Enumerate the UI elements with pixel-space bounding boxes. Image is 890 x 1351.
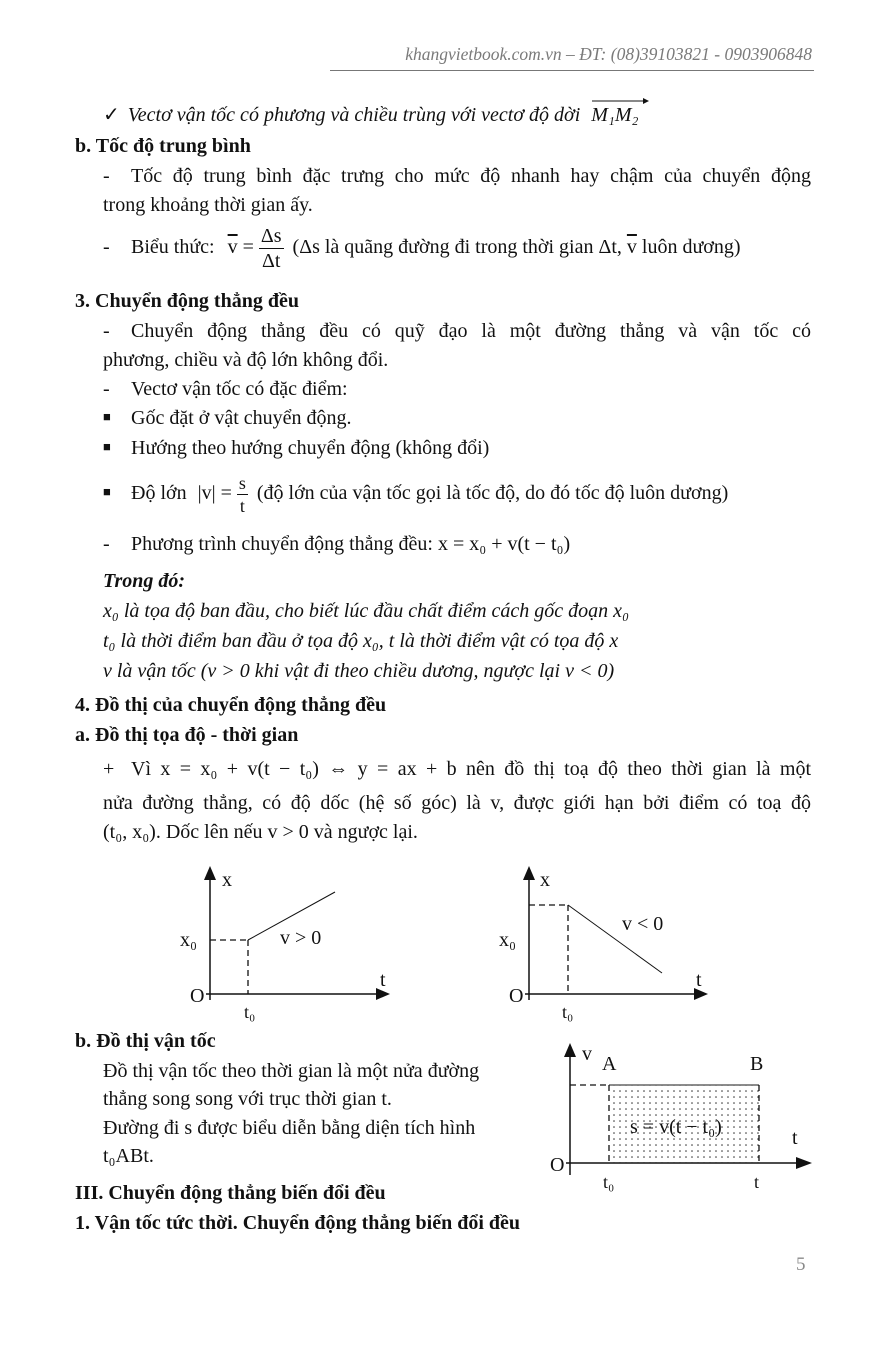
svg-text:s = v(t − t₀): s = v(t − t₀) — [630, 1116, 722, 1138]
heading-uniform-motion: 3. Chuyển động thẳng đều — [75, 290, 299, 312]
svg-text:v: v — [582, 1043, 592, 1065]
vector-m1m2: M₁M₂ — [591, 104, 638, 127]
page-header: khangvietbook.com.vn – ĐT: (08)39103821 - 0903906848 — [405, 44, 812, 64]
check-item — [103, 102, 638, 127]
vector-arrow-icon — [591, 96, 649, 106]
svg-text:O: O — [509, 985, 524, 1007]
bullet-item: ■ Gốc đặt ở vật chuyển động. — [103, 407, 352, 429]
paragraph-position-time-3: (t₀, x₀). Dốc lên nếu v > 0 và ngược lại. — [103, 821, 418, 843]
heading-instantaneous-velocity: 1. Vận tốc tức thời. Chuyển động thẳng biến đổi đều — [75, 1212, 521, 1234]
svg-text:A: A — [602, 1053, 617, 1075]
paragraph-average-speed-2: trong khoảng thời gian ấy. — [103, 194, 313, 216]
square-bullet-icon: ■ — [103, 484, 111, 500]
heading-average-speed: b. Tốc độ trung bình — [75, 135, 251, 157]
paragraph-position-time-2: nửa đường thẳng, có độ dốc (hệ số góc) là v, được giới hạn bởi điểm có toạ độ — [103, 792, 811, 814]
graph-velocity-time — [540, 1035, 820, 1195]
svg-text:t: t — [792, 1127, 798, 1149]
svg-text:t: t — [696, 969, 702, 991]
svg-text:v < 0: v < 0 — [622, 913, 664, 935]
svg-text:t: t — [380, 969, 386, 991]
bullet-magnitude: ■ Độ lớn |v| = $\frac{s}{t}$ (độ lớn của vận tốc gọi là tốc độ, do đó tốc độ luôn dương) — [103, 473, 729, 516]
graph-position-positive-velocity — [170, 860, 410, 1030]
check-text: Vectơ vận tốc có phương và chiều trùng với vectơ độ dời — [127, 104, 581, 126]
svg-text:x: x — [540, 869, 550, 891]
svg-text:t₀: t₀ — [244, 1002, 256, 1022]
paragraph-velocity-graph: thẳng song song với trục thời gian t. — [103, 1088, 392, 1110]
svg-text:t₀: t₀ — [603, 1172, 615, 1192]
svg-text:x₀: x₀ — [499, 929, 516, 951]
equation-uniform-motion: - Phương trình chuyển động thẳng đều: x = x₀ + v(t − t₀) — [103, 533, 571, 555]
where-heading: Trong đó: — [103, 570, 186, 592]
formula-average-speed: - Biểu thức: $\overline{v}$ = $\frac{\Delta s}{\Delta t}$ (Δs là quãng đường đi trong thời gian Δt, $\overline{v}$ luôn dương) — [103, 225, 741, 272]
square-bullet-icon: ■ — [103, 409, 111, 424]
svg-text:x₀: x₀ — [180, 929, 197, 951]
where-line: v là vận tốc (v > 0 khi vật đi theo chiều dương, ngược lại v < 0) — [103, 660, 615, 682]
where-line: x₀ là tọa độ ban đầu, cho biết lúc đầu chất điểm cách gốc đoạn x₀ — [103, 600, 630, 622]
svg-text:B: B — [750, 1053, 764, 1075]
heading-graphs: 4. Đồ thị của chuyển động thẳng đều — [75, 694, 387, 716]
paragraph-velocity-graph: t₀ABt. — [103, 1145, 154, 1167]
paragraph-position-time-1: + Vì x = x₀ + v(t − t₀) ⇔ y = ax + b nên đồ thị toạ độ theo thời gian là một — [103, 758, 812, 780]
paragraph-velocity-graph: Đường đi s được biểu diễn bằng diện tích hình — [103, 1117, 476, 1139]
heading-accelerated-motion: III. Chuyển động thẳng biến đổi đều — [75, 1182, 386, 1204]
header-divider — [330, 70, 814, 71]
where-line: t₀ là thời điểm ban đầu ở tọa độ x₀, t là thời điểm vật có tọa độ x — [103, 630, 619, 652]
paragraph-uniform-2: phương, chiều và độ lớn không đổi. — [103, 349, 389, 371]
graph-position-negative-velocity — [490, 860, 730, 1030]
svg-text:O: O — [190, 985, 205, 1007]
page-number: 5 — [796, 1254, 806, 1275]
heading-position-time: a. Đồ thị tọa độ - thời gian — [75, 724, 299, 746]
paragraph-uniform-1: - Chuyển động thẳng đều có quỹ đạo là một đường thẳng và vận tốc có — [103, 320, 811, 342]
paragraph-velocity-features: - Vectơ vận tốc có đặc điểm: — [103, 378, 348, 400]
svg-text:O: O — [550, 1154, 565, 1176]
svg-text:x: x — [222, 869, 232, 891]
svg-text:t₀: t₀ — [562, 1002, 574, 1022]
bullet-item: ■ Hướng theo hướng chuyển động (không đổi) — [103, 437, 490, 459]
square-bullet-icon: ■ — [103, 439, 111, 454]
check-icon: ✓ — [103, 104, 120, 126]
paragraph-average-speed-1: - Tốc độ trung bình đặc trưng cho mức độ nhanh hay chậm của chuyển động — [103, 165, 811, 187]
svg-text:v > 0: v > 0 — [280, 927, 322, 949]
paragraph-velocity-graph: Đồ thị vận tốc theo thời gian là một nửa đường — [103, 1060, 480, 1082]
heading-velocity-graph: b. Đồ thị vận tốc — [75, 1030, 216, 1052]
svg-text:t: t — [754, 1172, 760, 1192]
